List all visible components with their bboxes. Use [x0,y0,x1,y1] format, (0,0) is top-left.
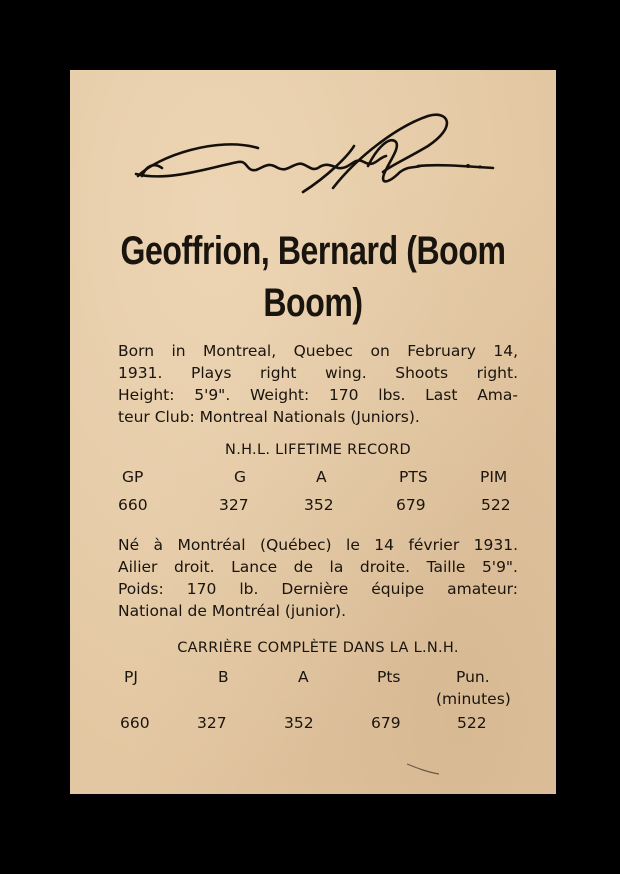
stat-value-pts: 679 [396,496,426,514]
bio-french [118,534,518,622]
record-french-heading: CARRIÈRE COMPLÈTE DANS LA L.N.H. [177,640,459,656]
bio-french-line: Ailier droit. Lance de la droite. Taille 5'9". [118,558,518,576]
stat-value-a: 352 [304,496,334,514]
stat-header-pts-fr: Pts [377,668,401,686]
stat-header-pj: PJ [124,668,138,686]
bio-english-line: 1931. Plays right wing. Shoots right. [118,364,518,382]
pencil-mark [405,760,445,780]
player-name [87,225,540,329]
stat-value-gp: 660 [118,496,148,514]
stat-value-pts-fr: 679 [371,714,401,732]
bio-english-line: Height: 5'9". Weight: 170 lbs. Last Ama- [118,386,518,404]
stat-header-a: A [316,468,327,486]
stat-header-gp: GP [122,468,144,486]
player-name-line-2: Boom) [263,281,363,325]
bio-french-line: Né à Montréal (Québec) le 14 février 1931. [118,536,518,554]
stat-header-pts: PTS [399,468,428,486]
stat-value-pj: 660 [120,714,150,732]
player-name-line-1: Geoffrion, Bernard (Boom [120,229,506,273]
bio-english-line: teur Club: Montreal Nationals (Juniors). [118,408,420,426]
stat-header-minutes: (minutes) [436,690,511,708]
player-signature [128,96,498,206]
bio-french-line: Poids: 170 lb. Dernière équipe amateur: [118,580,518,598]
stat-header-g: G [234,468,247,486]
bio-english [118,340,518,428]
trading-card-back [70,70,556,794]
bio-french-line: National de Montréal (junior). [118,602,347,620]
stat-header-pim: PIM [480,468,508,486]
stat-header-b: B [218,668,229,686]
stat-header-a-fr: A [298,668,309,686]
stat-value-a-fr: 352 [284,714,314,732]
stat-header-pun: Pun. [456,668,490,686]
bio-english-line: Born in Montreal, Quebec on February 14, [118,342,518,360]
stat-value-pim: 522 [481,496,511,514]
stat-value-b: 327 [197,714,227,732]
stat-value-pun: 522 [457,714,487,732]
stat-value-g: 327 [219,496,249,514]
record-english-heading: N.H.L. LIFETIME RECORD [225,442,411,458]
